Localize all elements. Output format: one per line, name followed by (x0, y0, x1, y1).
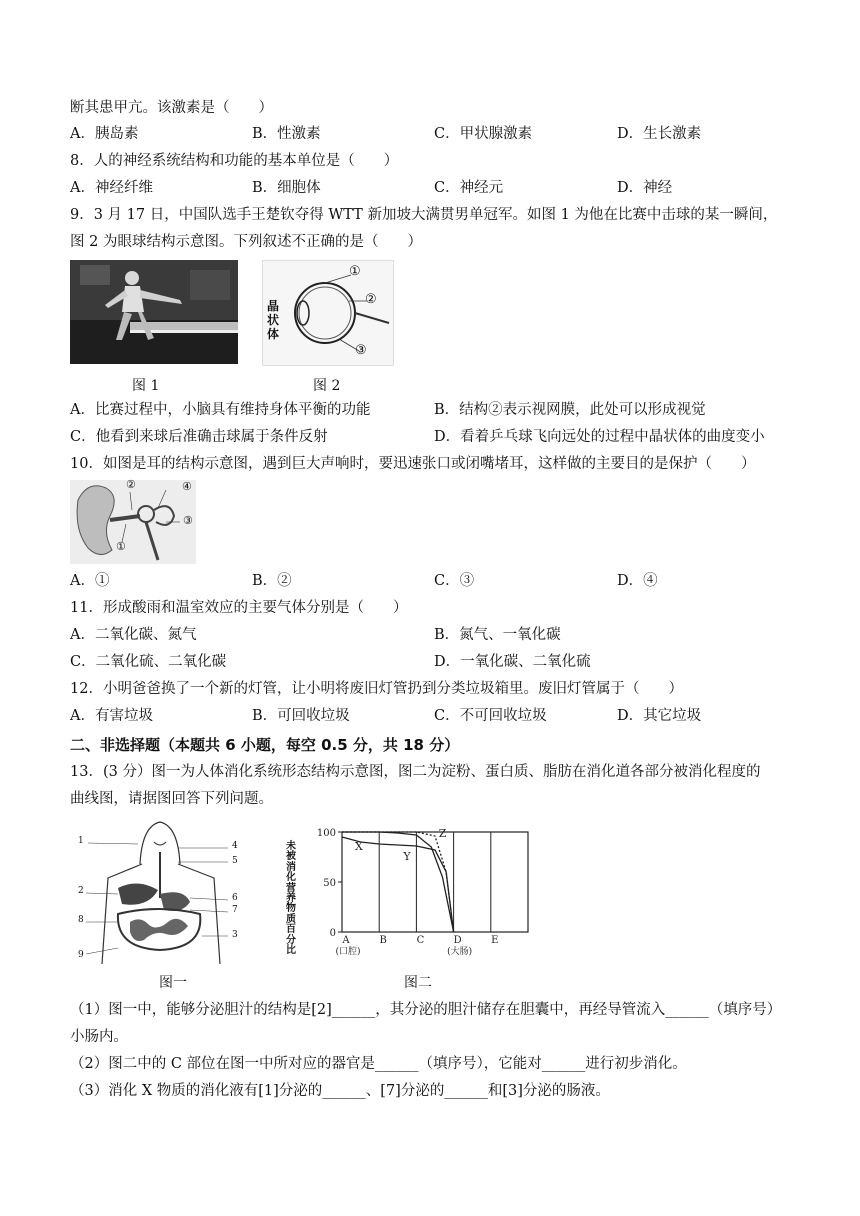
q7-option-d: D．生长激素 (617, 126, 702, 142)
body-mark-9: 9 (78, 950, 84, 960)
q12-stem: 12．小明爸爸换了一个新的灯管，让小明将废旧灯管扔到分类垃圾箱里。废旧灯管属于（ ） (70, 681, 683, 697)
body-mark-7: 7 (232, 905, 238, 915)
q13-stem-line2: 曲线图，请据图回答下列问题。 (70, 791, 273, 807)
y-tick-label: 50 (323, 878, 336, 889)
q9-option-c: C．他看到来球后准确击球属于条件反射 (70, 429, 328, 445)
chart-frame (342, 832, 528, 932)
digestive-system-diagram (78, 818, 246, 964)
x-tick-label: D (453, 935, 462, 946)
q8-option-a: A．神经纤维 (70, 180, 153, 196)
q13-stem-line1: 13．(3 分）图一为人体消化系统形态结构示意图，图二为淀粉、蛋白质、脂肪在消化道各部分被消化程度的 (70, 764, 761, 780)
chart-svg (282, 822, 532, 956)
q12-option-a: A．有害垃圾 (70, 708, 153, 724)
q13-sub1-line1: （1）图一中，能够分泌胆汁的结构是[2]______，其分泌的胆汁储存在胆囊中，再经导管流入______（填序号） (70, 1002, 782, 1018)
q8-option-d: D．神经 (617, 180, 673, 196)
q12-option-c: C．不可回收垃圾 (434, 708, 547, 724)
x-tick-label: C (416, 935, 425, 946)
eye-mark-2: ② (365, 292, 377, 307)
table-tennis-photo (70, 260, 238, 364)
x-tick-note: (口腔) (335, 947, 361, 956)
q10-stem: 10．如图是耳的结构示意图，遇到巨大声响时，要迅速张口或闭嘴堵耳，这样做的主要目的是保护（ ） (70, 456, 756, 472)
q11-option-b: B．氮气、一氧化碳 (434, 627, 561, 643)
eye-mark-3: ③ (355, 343, 367, 358)
section-heading: 二、非选择题（本题共 6 小题，每空 0.5 分，共 18 分） (70, 736, 460, 754)
body-mark-6: 6 (232, 893, 238, 903)
q13-fig1-caption: 图一 (159, 975, 187, 991)
series-label-z: Z (438, 827, 447, 840)
q8-option-c: C．神经元 (434, 180, 504, 196)
q13-sub2: （2）图二中的 C 部位在图一中所对应的器官是______（填序号），它能对______进行初步消化。 (70, 1056, 687, 1072)
q8-option-b: B．细胞体 (252, 180, 321, 196)
digestion-chart (282, 822, 532, 956)
y-tick-label: 100 (316, 828, 336, 839)
eye-diagram (262, 260, 394, 366)
q9-option-a: A．比赛过程中，小脑具有维持身体平衡的功能 (70, 402, 371, 418)
q9-option-d: D．看着乒乓球飞向远处的过程中晶状体的曲度变小 (434, 429, 765, 445)
q7-option-a: A．胰岛素 (70, 126, 139, 142)
chart-ylabel: 未被 消化 营养 物质 百分 比 (286, 841, 296, 957)
ear-mark-4: ④ (182, 480, 192, 493)
ear-diagram (70, 480, 196, 564)
q7-option-b: B．性激素 (252, 126, 321, 142)
q13-fig2-caption: 图二 (404, 975, 432, 991)
q11-option-a: A．二氧化碳、氮气 (70, 627, 197, 643)
q10-option-c: C．③ (434, 573, 475, 589)
series-label-x: X (355, 840, 363, 853)
q12-option-d: D．其它垃圾 (617, 708, 702, 724)
eye-mark-1: ① (349, 264, 361, 279)
q7-option-c: C．甲状腺激素 (434, 126, 533, 142)
q9-fig1-caption: 图 1 (132, 378, 160, 394)
ear-mark-2: ② (126, 478, 136, 491)
q9-stem-line1: 9．3 月 17 日，中国队选手王楚钦夺得 WTT 新加坡大满贯男单冠军。如图 1 为他在比赛中击球的某一瞬间， (70, 207, 778, 223)
q10-option-b: B．② (252, 573, 292, 589)
ear-mark-1: ① (116, 540, 126, 553)
q8-stem: 8．人的神经系统结构和功能的基本单位是（ ） (70, 153, 399, 169)
body-mark-1: 1 (78, 836, 84, 846)
x-tick-label: B (379, 935, 387, 946)
series-label-y: Y (403, 850, 411, 863)
x-tick-note: (大肠) (447, 947, 473, 956)
body-mark-5: 5 (232, 856, 238, 866)
body-mark-4: 4 (232, 841, 238, 851)
body-mark-8: 8 (78, 915, 84, 925)
x-tick-label: E (491, 935, 499, 946)
q7-stem-tail: 断其患甲亢。该激素是（ ） (70, 100, 273, 116)
q9-option-b: B．结构②表示视网膜，此处可以形成视觉 (434, 402, 706, 418)
q13-sub1-line2: 小肠内。 (70, 1029, 128, 1045)
q9-stem-line2: 图 2 为眼球结构示意图。下列叙述不正确的是（ ） (70, 234, 422, 250)
body-mark-3: 3 (232, 930, 238, 940)
q11-option-c: C．二氧化硫、二氧化碳 (70, 654, 227, 670)
x-tick-label: A (342, 935, 350, 946)
y-tick-label: 0 (329, 928, 336, 939)
q10-option-a: A．① (70, 573, 110, 589)
q13-sub3: （3）消化 X 物质的消化液有[1]分泌的______、[7]分泌的______和[3]分泌的肠液。 (70, 1083, 610, 1099)
body-mark-2: 2 (78, 886, 84, 896)
q11-option-d: D．一氧化碳、二氧化硫 (434, 654, 591, 670)
q10-option-d: D．④ (617, 573, 658, 589)
q9-fig2-caption: 图 2 (313, 378, 341, 394)
q11-stem: 11．形成酸雨和温室效应的主要气体分别是（ ） (70, 600, 408, 616)
lens-label: 晶 状 体 (267, 299, 280, 341)
ear-mark-3: ③ (183, 514, 193, 527)
q12-option-b: B．可回收垃圾 (252, 708, 350, 724)
